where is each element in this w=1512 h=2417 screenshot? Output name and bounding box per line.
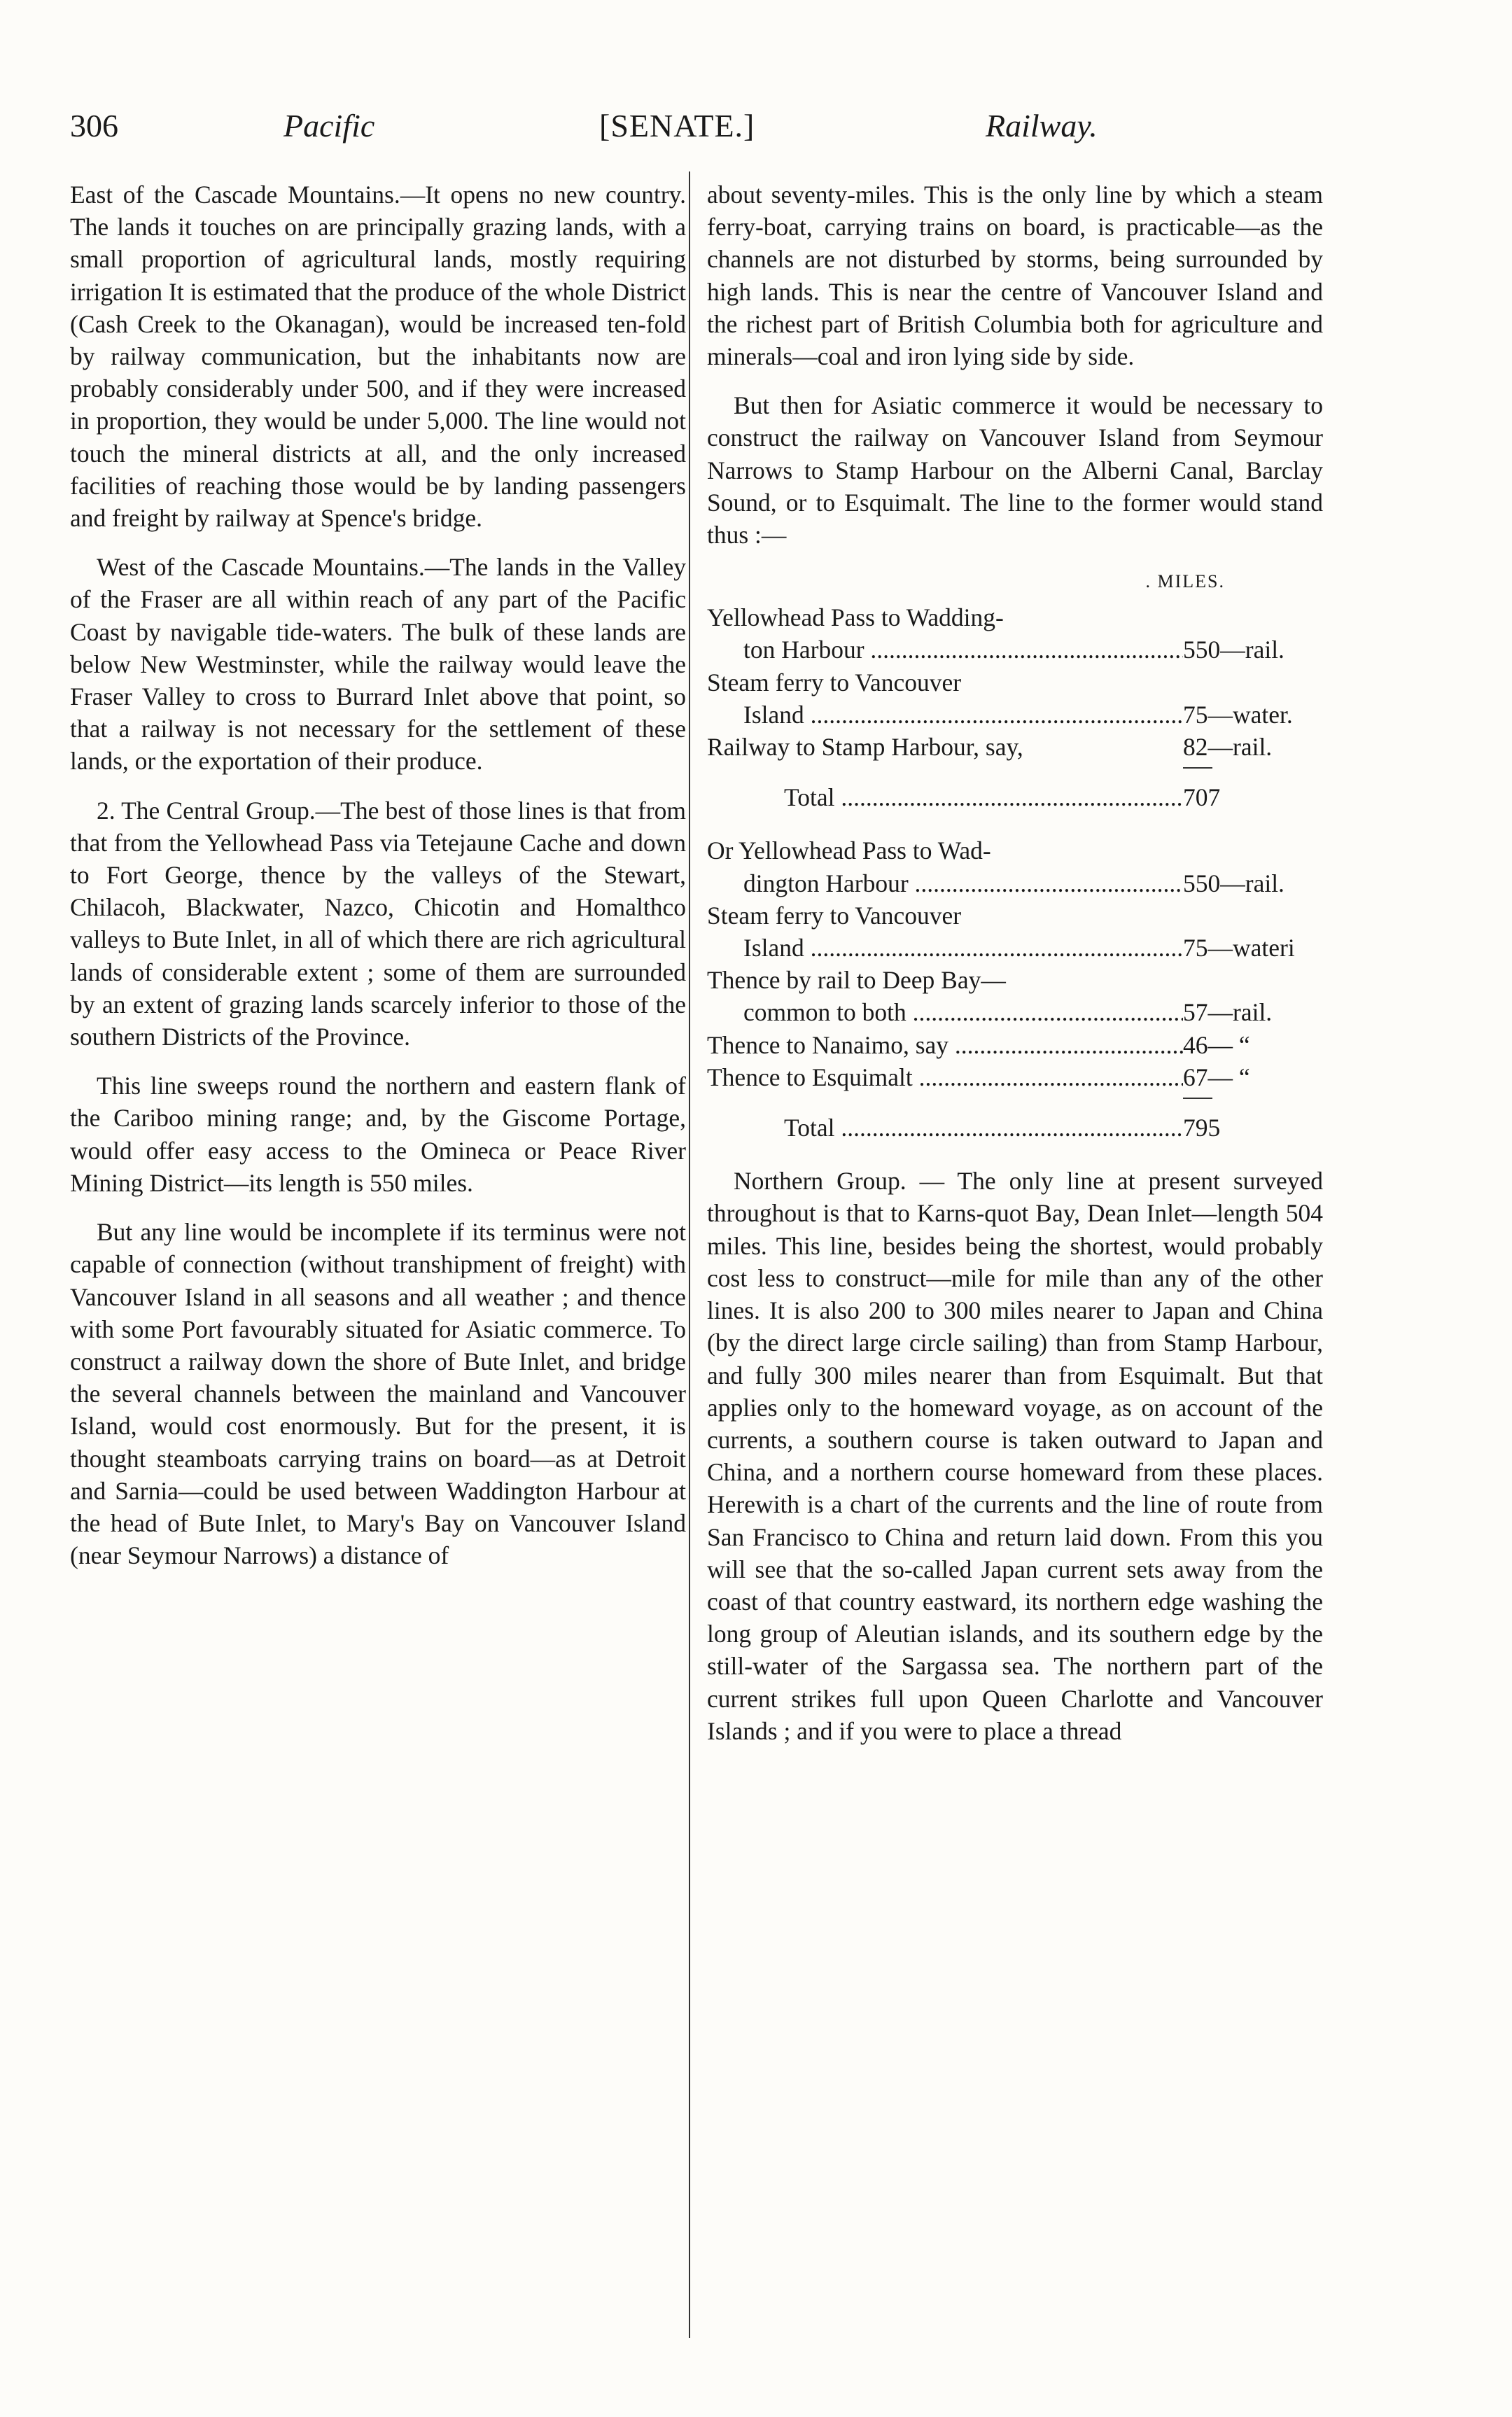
- paragraph-seventy-miles: about seventy-miles. This is the only line by which a steam ferry-boat, carrying trains on board, is practicable—as the channels are not disturbed by storms, being surrounded by high lands. This is near the centre of Vancouver Island and the richest part of British Columbia both for agriculture and minerals—coal and iron lying side by side.: [707, 181, 1323, 371]
- table-row: Or Yellowhead Pass to Wad-: [707, 836, 991, 865]
- table-row: Yellowhead Pass to Wadding-: [707, 603, 1004, 632]
- distance-table-stamp-harbour: [707, 568, 1323, 813]
- running-head-left: Pacific: [284, 108, 375, 143]
- total-rule: [1183, 767, 1212, 769]
- table-header-miles: . MILES.: [1145, 571, 1225, 592]
- paragraph-west-cascade: West of the Cascade Mountains.—The lands in the Valley of the Fraser are all within reach of any part of the Pacific Coast by navigable tide-waters. The bulk of these lands are below New Westminster, while the railway would leave the Fraser Valley to cross to Burrard Inlet above that point, so that a railway is not necessary for the settlement of these lands, or the exportation of their produce.: [70, 553, 686, 776]
- right-column: [707, 178, 1323, 1764]
- total-rule: [1183, 1098, 1212, 1099]
- table-row: Steam ferry to Vancouver: [707, 668, 962, 696]
- paragraph-asiatic-commerce: But then for Asiatic commerce it would be necessary to construct the railway on Vancouver Island from Seymour Narrows to Stamp Harbour on the Alberni Canal, Barclay Sound, or to Esquimalt. The line to the former would stand thus :—: [707, 391, 1323, 549]
- table-row: dington Harbour ..... 550—rail.: [707, 867, 1323, 899]
- table-row: Thence by rail to Deep Bay—: [707, 966, 1006, 995]
- table-row: ton Harbour ..... 550—rail.: [707, 633, 1323, 666]
- paragraph-central-group: 2. The Central Group.—The best of those lines is that from that from the Yellowhead Pass via Tetejaune Cache and down to Fort George, thence by the valleys of the Stewart, Chilacoh, Blackwater, Nazco, Chicotin and Homalthco valleys to Bute Inlet, in all of which there are rich agricultural lands of considerable extent ; some of them are surrounded by an extent of grazing lands scarcely inferior to those of the southern Districts of the Province.: [70, 796, 686, 1051]
- page-number: 306: [70, 108, 118, 143]
- table-row: Railway to Stamp Harbour, say, 82—rail.: [707, 733, 1273, 762]
- table-total-row: Total ..... 795: [707, 1112, 1323, 1144]
- paragraph-east-cascade: East of the Cascade Mountains.—It opens no new country. The lands it touches on are principally grazing lands, with a small proportion of agricultural lands, mostly requiring irrigation It is estimated that the produce of the whole District (Cash Creek to the Okanagan), would be increased ten-fold by railway communication, but the inhabitants now are probably considerably under 500, and if they were increased in proportion, they would be under 5,000. The line would not touch the mineral districts at all, and the only increased facilities of reaching those would be by landing passengers and freight by railway at Spence's bridge.: [70, 181, 686, 533]
- table-row: Island ..... 75—water.: [707, 699, 1323, 731]
- table-row: Thence to Nanaimo, say ..... 46— “: [707, 1029, 1323, 1061]
- left-column: [70, 178, 686, 1588]
- running-head-right: Railway.: [986, 108, 1098, 143]
- paragraph-terminus: But any line would be incomplete if its terminus were not capable of connection (without transhipment of freight) with Vancouver Island in all seasons and all weather ; and thence with some Port favourably situated for Asiatic commerce. To construct a railway down the shore of Bute Inlet, and bridge the several channels between the mainland and Vancouver Island, would cost enormously. But for the present, it is thought steamboats carrying trains on board—as at Detroit and Sarnia—could be used between Waddington Harbour at the head of Bute Inlet, to Mary's Bay on Vancouver Island (near Seymour Narrows) a distance of: [70, 1218, 686, 1570]
- running-head-center: [SENATE.]: [599, 108, 755, 143]
- table-row: common to both ..... 57—rail.: [707, 996, 1323, 1028]
- paragraph-northern-group: Northern Group. — The only line at present surveyed throughout is that to Karns-quot Bay, Dean Inlet—length 504 miles. This line, besides being the shortest, would probably cost less to construct—mile for mile than any of the other lines. It is also 200 to 300 miles nearer to Japan and China (by the direct large circle sailing) than from Stamp Harbour, and fully 300 miles nearer than from Esquimalt. But that applies only to the homeward voyage, as on account of the currents, a southern course is taken outward to Japan and China, and a northern course homeward from these places. Herewith is a chart of the currents and the line of route from San Francisco to China and return laid down. From this you will see that the so-called Japan current sets away from the coast of that country eastward, its northern edge washing the long group of Aleutian islands, and its southern edge by the still-water of the Sargassa sea. The northern part of the current strikes full upon Queen Charlotte and Vancouver Islands ; and if you were to place a thread: [707, 1167, 1323, 1745]
- table-row: Steam ferry to Vancouver: [707, 901, 962, 930]
- column-divider: [689, 171, 690, 2338]
- table-row: Thence to Esquimalt ..... 67— “: [707, 1061, 1323, 1093]
- table-row: Island ..... 75—wateri: [707, 932, 1323, 964]
- paragraph-line-sweeps: This line sweeps round the northern and eastern flank of the Cariboo mining range; and, by the Giscome Portage, would offer easy access to the Omineca or Peace River Mining District—its length is 550 miles.: [70, 1072, 686, 1197]
- table-total-row: Total ..... 707: [707, 781, 1323, 813]
- distance-table-esquimalt: [707, 834, 1323, 1144]
- running-header: [0, 105, 1512, 154]
